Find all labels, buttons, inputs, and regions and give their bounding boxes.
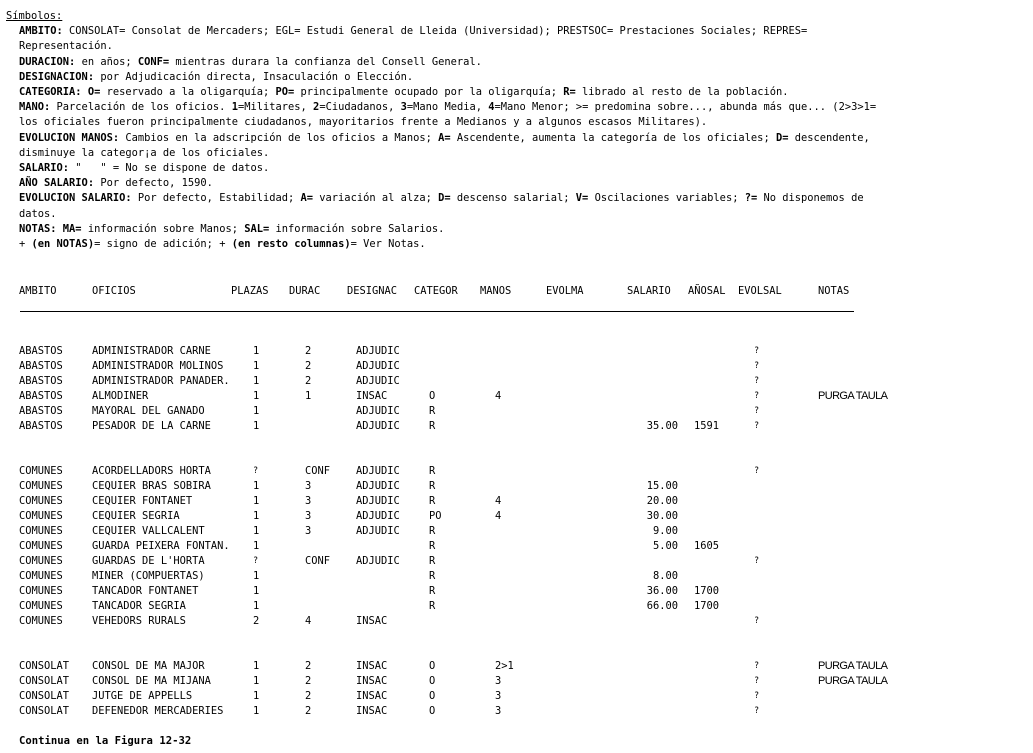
cell-ambito: CONSOLAT (19, 675, 70, 687)
cell-categor: R (429, 495, 436, 507)
cell-ambito: CONSOLAT (19, 660, 70, 672)
legend-text: DESIGNACION: (19, 70, 95, 83)
cell-anosal: 1700 (694, 600, 720, 612)
legend-text: V= (575, 192, 589, 205)
cell-categor: R (429, 600, 436, 612)
cell-plazas: 1 (253, 705, 260, 717)
legend-text: = signo de adición; + (94, 238, 232, 251)
legend-title: Símbolos: (6, 10, 63, 22)
legend-line (6, 176, 1031, 191)
cell-categor: R (429, 420, 436, 432)
cell-salario: 30.00 (646, 510, 678, 522)
cell-categor: R (429, 525, 436, 537)
cell-oficio: CONSOL DE MA MIJANA (92, 675, 211, 687)
cell-oficio: CEQUIER SEGRIA (92, 510, 180, 522)
cell-designac: ADJUDIC (356, 495, 400, 507)
legend-line (6, 222, 1031, 237)
cell-oficio: CEQUIER VALLCALENT (92, 525, 205, 537)
cell-durac: 3 (305, 480, 312, 492)
cell-categor: O (429, 660, 436, 672)
cell-manos: 3 (495, 705, 502, 717)
cell-categor: O (429, 705, 436, 717)
table-row (0, 674, 1033, 689)
cell-salario: 35.00 (646, 420, 678, 432)
table-row (0, 524, 1033, 539)
cell-evolsal: ? (754, 406, 760, 416)
cell-evolsal: ? (754, 391, 760, 401)
cell-designac: ADJUDIC (356, 375, 400, 387)
legend-text: 3 (400, 101, 407, 114)
legend-text: información sobre Manos; (81, 222, 245, 235)
cell-evolsal: ? (754, 376, 760, 386)
cell-designac: INSAC (356, 615, 388, 627)
header-ambito: AMBITO (19, 285, 57, 297)
header-categor: CATEGOR (414, 285, 458, 297)
legend-text: Parcelación de los oficios. (50, 101, 232, 114)
cell-evolsal: ? (754, 706, 760, 716)
cell-plazas: ? (253, 466, 259, 476)
legend-text: por Adjudicación directa, Insaculación o Elección. (94, 70, 414, 83)
table-header (0, 284, 1033, 299)
cell-evolsal: ? (754, 466, 760, 476)
legend-text: Ascendente, aumenta la categoría de los oficiales; (450, 131, 776, 144)
cell-manos: 4 (495, 510, 502, 522)
cell-ambito: COMUNES (19, 510, 63, 522)
cell-manos: 2>1 (495, 660, 514, 672)
cell-plazas: 1 (253, 600, 260, 612)
table-row (0, 554, 1033, 569)
cell-ambito: ABASTOS (19, 390, 63, 402)
cell-designac: INSAC (356, 660, 388, 672)
cell-evolsal: ? (754, 676, 760, 686)
footer-note: Continua en la Figura 12-32 (19, 735, 192, 747)
legend-text: =Mano Menor; >= predomina sobre..., abunda más que... (2>3>1= (494, 101, 877, 114)
legend-line (6, 85, 1031, 100)
cell-ambito: CONSOLAT (19, 705, 70, 717)
cell-evolsal: ? (754, 616, 760, 626)
table-row (0, 479, 1033, 494)
cell-oficio: VEHEDORS RURALS (92, 615, 186, 627)
legend-text: DURACION: (19, 55, 76, 68)
cell-ambito: COMUNES (19, 585, 63, 597)
legend-text: Cambios en la adscripción de los oficios a Manos; (119, 131, 439, 144)
table-row (0, 539, 1033, 554)
cell-categor: R (429, 480, 436, 492)
header-evolsal: EVOLSAL (738, 285, 782, 297)
legend-text: No disponemos de (757, 192, 864, 205)
legend-text: variación al alza; (313, 192, 439, 205)
cell-categor: R (429, 585, 436, 597)
cell-salario: 5.00 (652, 540, 678, 552)
cell-ambito: ABASTOS (19, 405, 63, 417)
legend-text: mientras durara la confianza del Consell General. (169, 55, 482, 68)
cell-categor: O (429, 675, 436, 687)
cell-plazas: 1 (253, 690, 260, 702)
cell-durac: 3 (305, 525, 312, 537)
cell-plazas: 1 (253, 420, 260, 432)
cell-anosal: 1605 (694, 540, 720, 552)
legend-text: CONSOLAT= Consolat de Mercaders; EGL= Estudi General de Lleida (Universidad); PRESTSOC= Prestaciones Sociales; REPRES= (62, 25, 808, 38)
cell-designac: ADJUDIC (356, 345, 400, 357)
cell-durac: 2 (305, 705, 312, 717)
cell-plazas: 1 (253, 405, 260, 417)
table-row (0, 689, 1033, 704)
legend-line (6, 115, 1031, 130)
cell-plazas: 1 (253, 540, 260, 552)
legend-text: R= (563, 86, 576, 99)
cell-plazas: 1 (253, 360, 260, 372)
cell-categor: PO (429, 510, 442, 522)
cell-manos: 3 (495, 690, 502, 702)
cell-ambito: COMUNES (19, 465, 63, 477)
cell-designac: ADJUDIC (356, 525, 400, 537)
cell-salario: 8.00 (652, 570, 678, 582)
cell-designac: ADJUDIC (356, 480, 400, 492)
cell-plazas: 1 (253, 675, 260, 687)
legend-text: 2 (313, 101, 320, 114)
table-row (0, 509, 1033, 524)
cell-salario: 15.00 (646, 480, 678, 492)
cell-oficio: PESADOR DE LA CARNE (92, 420, 211, 432)
legend-text: MANO: (19, 101, 51, 114)
cell-ambito: ABASTOS (19, 345, 63, 357)
cell-ambito: ABASTOS (19, 360, 63, 372)
cell-oficio: CEQUIER FONTANET (92, 495, 193, 507)
table-row (0, 599, 1033, 614)
cell-manos: 4 (495, 495, 502, 507)
legend-text: D= (775, 131, 789, 144)
table-row (0, 344, 1033, 359)
cell-designac: ADJUDIC (356, 465, 400, 477)
header-separator (20, 311, 854, 312)
cell-plazas: 2 (253, 615, 260, 627)
cell-durac: 2 (305, 660, 312, 672)
legend-text: información sobre Salarios. (269, 222, 445, 235)
table-row (0, 419, 1033, 434)
cell-oficio: ADMINISTRADOR PANADER. (92, 375, 230, 387)
cell-salario: 9.00 (652, 525, 678, 537)
legend-text: A= (438, 131, 451, 144)
cell-designac: ADJUDIC (356, 405, 400, 417)
cell-plazas: 1 (253, 495, 260, 507)
header-plazas: PLAZAS (231, 285, 269, 297)
legend-text: disminuye la categor¡a de los oficiales. (19, 146, 270, 159)
cell-categor: R (429, 405, 436, 417)
legend-text: EVOLUCION SALARIO: (19, 192, 132, 205)
legend-text: SALARIO: (19, 162, 70, 175)
legend-text: los oficiales fueron principalmente ciudadanos, mayoritarios frente a Medianos y a algunos escasos Militares). (19, 116, 708, 129)
legend-text: A= (300, 192, 314, 205)
legend-text: Por defecto, Estabilidad; (131, 192, 301, 205)
legend-line (6, 237, 1031, 252)
table-row (0, 704, 1033, 719)
cell-ambito: COMUNES (19, 570, 63, 582)
cell-durac: 4 (305, 615, 312, 627)
legend-text: AMBITO: (19, 25, 63, 38)
cell-designac: ADJUDIC (356, 360, 400, 372)
header-anosal: AÑOSAL (688, 285, 726, 297)
legend-text: PO= (275, 86, 295, 99)
header-notas: NOTAS (818, 285, 850, 297)
legend-line (6, 146, 1031, 161)
table-row (0, 494, 1033, 509)
cell-evolsal: ? (754, 691, 760, 701)
legend-line (6, 207, 1031, 222)
header-oficio: OFICIOS (92, 285, 136, 297)
cell-ambito: ABASTOS (19, 420, 63, 432)
legend-text: 4 (488, 101, 495, 114)
cell-oficio: CEQUIER BRAS SOBIRA (92, 480, 211, 492)
cell-oficio: CONSOL DE MA MAJOR (92, 660, 205, 672)
cell-notas: PURGA TAULA (818, 660, 888, 672)
cell-durac: 2 (305, 375, 312, 387)
cell-plazas: 1 (253, 345, 260, 357)
legend-text: =Ciudadanos, (319, 101, 401, 114)
legend-text: descenso salarial; (450, 192, 576, 205)
table-row (0, 404, 1033, 419)
cell-categor: R (429, 555, 436, 567)
legend-text: D= (438, 192, 451, 205)
legend-text: reservado a la oligarquía; (100, 86, 276, 99)
cell-plazas: 1 (253, 570, 260, 582)
cell-categor: R (429, 540, 436, 552)
cell-evolsal: ? (754, 361, 760, 371)
table-row (0, 359, 1033, 374)
cell-anosal: 1700 (694, 585, 720, 597)
legend-text: =Militares, (237, 101, 314, 114)
cell-ambito: COMUNES (19, 615, 63, 627)
legend-text: AÑO SALARIO: (19, 177, 95, 190)
cell-plazas: 1 (253, 660, 260, 672)
legend-line (6, 131, 1031, 146)
cell-oficio: JUTGE DE APPELLS (92, 690, 193, 702)
legend-text: NOTAS: MA= (19, 222, 82, 235)
cell-designac: INSAC (356, 690, 388, 702)
cell-durac: 2 (305, 675, 312, 687)
legend-text: principalmente ocupado por la oligarquía; (294, 86, 564, 99)
cell-categor: R (429, 465, 436, 477)
legend-text: Oscilaciones variables; (588, 192, 745, 205)
cell-evolsal: ? (754, 346, 760, 356)
cell-durac: 3 (305, 510, 312, 522)
cell-plazas: 1 (253, 585, 260, 597)
cell-categor: O (429, 690, 436, 702)
cell-ambito: COMUNES (19, 525, 63, 537)
legend-line (6, 161, 1031, 176)
legend-text: (en NOTAS) (31, 238, 95, 251)
cell-ambito: COMUNES (19, 495, 63, 507)
cell-oficio: MINER (COMPUERTAS) (92, 570, 205, 582)
table-row (0, 569, 1033, 584)
legend-text: =Mano Media, (406, 101, 489, 114)
cell-anosal: 1591 (694, 420, 720, 432)
cell-designac: INSAC (356, 675, 388, 687)
legend-text: datos. (19, 207, 57, 220)
legend-text: " " = No se dispone de datos. (69, 162, 270, 175)
cell-durac: 2 (305, 360, 312, 372)
cell-salario: 66.00 (646, 600, 678, 612)
cell-oficio: DEFENEDOR MERCADERIES (92, 705, 224, 717)
cell-oficio: GUARDA PEIXERA FONTAN. (92, 540, 230, 552)
cell-manos: 4 (495, 390, 502, 402)
cell-designac: ADJUDIC (356, 510, 400, 522)
cell-durac: 3 (305, 495, 312, 507)
cell-plazas: 1 (253, 390, 260, 402)
cell-ambito: COMUNES (19, 555, 63, 567)
cell-plazas: ? (253, 556, 259, 566)
table-row (0, 374, 1033, 389)
legend-text: + (19, 238, 32, 251)
cell-designac: INSAC (356, 705, 388, 717)
table-row (0, 614, 1033, 629)
legend-line (6, 39, 1031, 54)
header-designac: DESIGNAC (347, 285, 398, 297)
cell-ambito: COMUNES (19, 540, 63, 552)
cell-durac: 1 (305, 390, 312, 402)
cell-plazas: 1 (253, 375, 260, 387)
legend-text: librado al resto de la población. (575, 86, 789, 99)
header-salario: SALARIO (627, 285, 671, 297)
cell-notas: PURGA TAULA (818, 675, 888, 687)
legend-line (6, 55, 1031, 70)
cell-categor: R (429, 570, 436, 582)
cell-categor: O (429, 390, 436, 402)
legend-line (6, 100, 1031, 115)
legend-line (6, 191, 1031, 206)
cell-salario: 20.00 (646, 495, 678, 507)
cell-plazas: 1 (253, 525, 260, 537)
legend-text: 1 (231, 101, 238, 114)
cell-evolsal: ? (754, 661, 760, 671)
table-row (0, 584, 1033, 599)
legend-text: descendente, (788, 131, 870, 144)
legend-line (6, 70, 1031, 85)
cell-designac: ADJUDIC (356, 555, 400, 567)
cell-manos: 3 (495, 675, 502, 687)
cell-durac: 2 (305, 690, 312, 702)
cell-ambito: CONSOLAT (19, 690, 70, 702)
cell-oficio: TANCADOR SEGRIA (92, 600, 186, 612)
cell-plazas: 1 (253, 480, 260, 492)
header-durac: DURAC (289, 285, 321, 297)
legend (6, 9, 1031, 252)
cell-ambito: ABASTOS (19, 375, 63, 387)
table-row (0, 464, 1033, 479)
legend-line (6, 24, 1031, 39)
table-row (0, 659, 1033, 674)
legend-text: SAL= (244, 222, 270, 235)
legend-text: (en resto columnas) (231, 238, 351, 251)
cell-salario: 36.00 (646, 585, 678, 597)
cell-oficio: ADMINISTRADOR CARNE (92, 345, 211, 357)
cell-oficio: GUARDAS DE L'HORTA (92, 555, 205, 567)
cell-designac: ADJUDIC (356, 420, 400, 432)
legend-text: Representación. (19, 40, 113, 53)
legend-text: CATEGORIA: O= (19, 86, 101, 99)
cell-oficio: MAYORAL DEL GANADO (92, 405, 205, 417)
legend-text: ?= (744, 192, 758, 205)
legend-text: EVOLUCION MANOS: (19, 131, 120, 144)
cell-durac: 2 (305, 345, 312, 357)
cell-ambito: COMUNES (19, 600, 63, 612)
legend-text: CONF= (137, 55, 170, 68)
header-evolma: EVOLMA (546, 285, 584, 297)
cell-durac: CONF (305, 555, 331, 567)
cell-notas: PURGA TAULA (818, 390, 888, 402)
legend-text: en años; (75, 55, 138, 68)
cell-designac: INSAC (356, 390, 388, 402)
table-row (0, 389, 1033, 404)
cell-oficio: ALMODINER (92, 390, 149, 402)
cell-plazas: 1 (253, 510, 260, 522)
legend-text: Por defecto, 1590. (94, 177, 213, 190)
cell-evolsal: ? (754, 556, 760, 566)
cell-oficio: ACORDELLADORS HORTA (92, 465, 211, 477)
legend-text: = Ver Notas. (350, 238, 426, 251)
header-manos: MANOS (480, 285, 512, 297)
cell-oficio: TANCADOR FONTANET (92, 585, 199, 597)
cell-evolsal: ? (754, 421, 760, 431)
cell-oficio: ADMINISTRADOR MOLINOS (92, 360, 224, 372)
cell-ambito: COMUNES (19, 480, 63, 492)
cell-durac: CONF (305, 465, 331, 477)
